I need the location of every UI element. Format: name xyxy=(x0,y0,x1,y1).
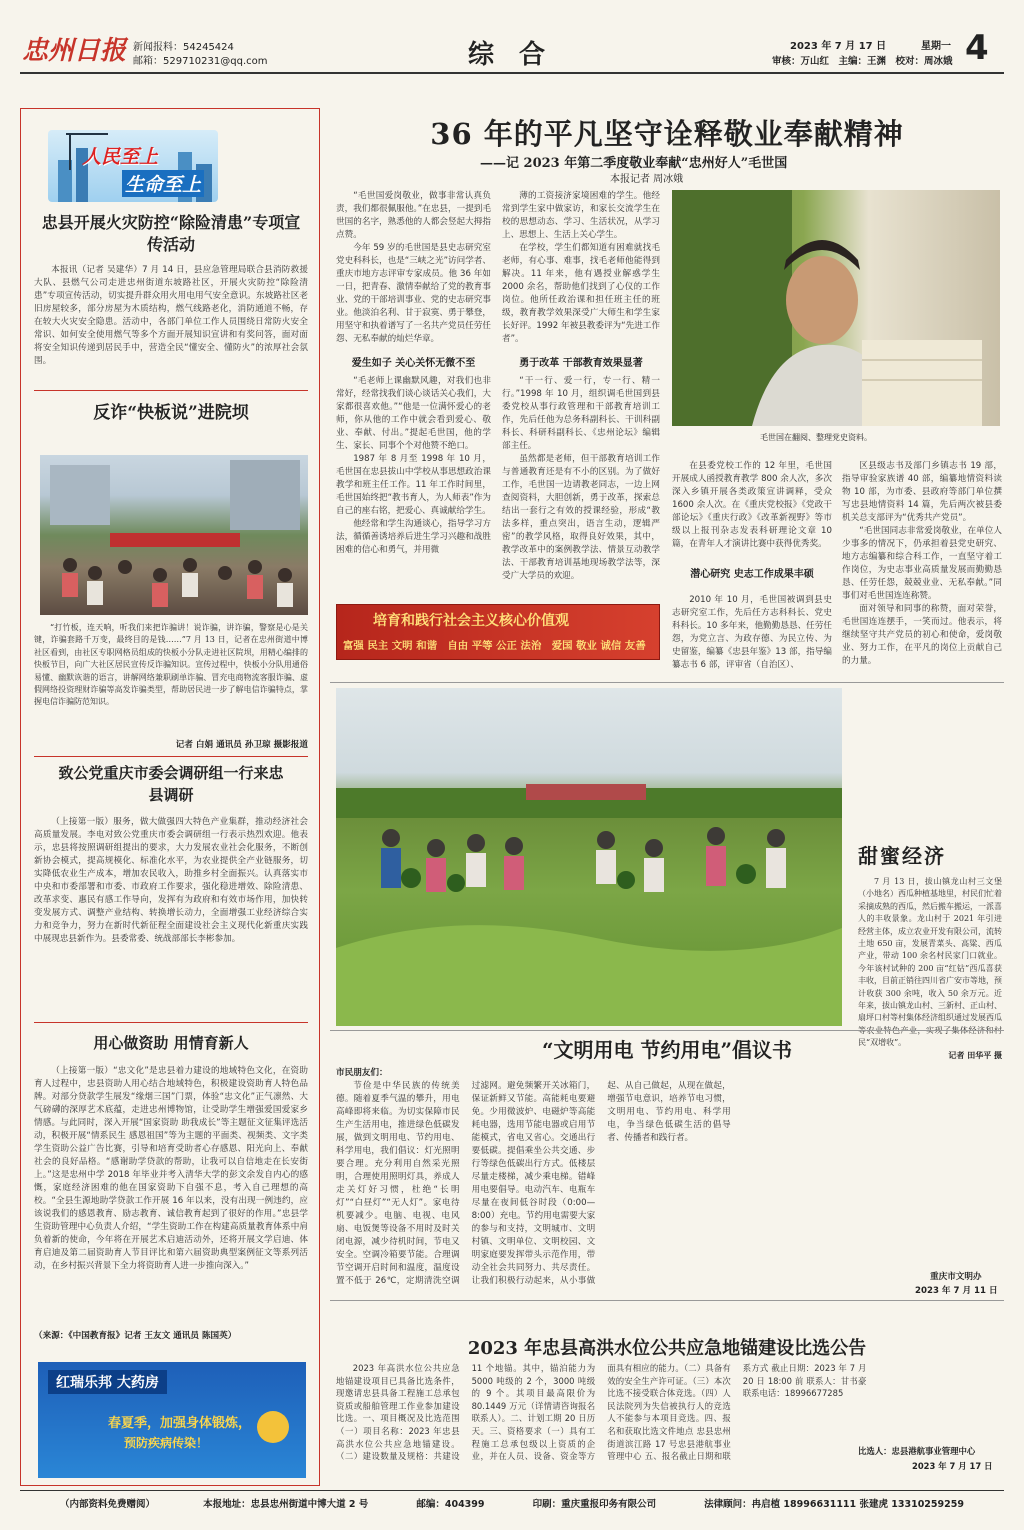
editors-line: 审核：万山红 主编：王渊 校对：周冰娥 xyxy=(772,56,953,67)
pharmacy-ad xyxy=(38,1362,306,1478)
feature-col-2 xyxy=(502,190,660,602)
footer-postcode: 邮编：404399 xyxy=(416,1499,485,1510)
footer-free: （内部资料免费赠阅） xyxy=(60,1499,156,1510)
page-number: 4 xyxy=(965,28,989,68)
article-title: 反诈“快板说”进院坝 xyxy=(93,403,249,423)
section-title: 综 合 xyxy=(468,40,554,70)
proposal-title: “文明用电 节约用电”倡议书 xyxy=(542,1038,792,1062)
watermelon-photo xyxy=(336,688,842,1026)
subheading: 爱生如子 关心关怀无微不至 xyxy=(351,358,476,369)
contact-email: 邮箱：529710231@qq.com xyxy=(133,56,268,67)
divider xyxy=(330,1030,1004,1031)
feature-byline: 本报记者 周冰娥 xyxy=(610,174,684,185)
article-title: 用心做资助 用情育新人 xyxy=(93,1034,249,1052)
ad-slogan-2: 预防疾病传染！ xyxy=(124,1436,209,1450)
feature-subtitle: ——记 2023 年第二季度敬业奉献“忠州好人”毛世国 xyxy=(480,156,788,171)
paragraph: 在县委党校工作的 12 年里，毛世国开展成人函授教育教学 800 余人次，多次深入乡镇开展各类政策宣讲调释，受众 1600 余人次。在《重庆党校报》《党政干部论坛》《重庆行政》《改革新视野》等市级以上报刊杂志发表科研理论文章 10 篇，在青年人才演讲比赛中获得优秀奖。 xyxy=(672,461,832,549)
feature-photo xyxy=(672,190,1000,426)
proposal-date: 2023 年 7 月 11 日 xyxy=(915,1286,998,1296)
issue-weekday: 星期一 xyxy=(921,41,951,52)
article-body: 2023 年高洪水位公共应急地锚建设项目已具备比选条件，现邀请忠县具备工程施工总承包资质或船舶管理工作业参加建设比选。一、项目概况及比选范围（一）项目名称：2023 年忠县高洪水位公共应急地锚建设。（二）建设数量及规格：共建设 11 个地锚。其中，锚泊能力为 5000 吨级的 2 个，3000 吨级的 9 个。其项目最高限价为 80.1449 万元（详情请咨询报名联系人）。二、计划工期 20 日历天。三、资格要求（一）具有工程施工总承包级以上资质的企业，并在人员、设备、资金等方面具有相应的能力。（二）具备有效的安全生产许可证。（三）本次比选不接受联合体竞选。（四）人民法院列为失信被执行人的竞选人不能参与本项目竞选。四、报名和获取比选文件地点 忠县忠州街道滨江路 17 号忠县港航事业管理中心 五、报名截止日期和联系方式 截止日期：2023 年 7 月 20 日 18:00 前 联系人：甘书豪 联系电话：18996677285 xyxy=(336,1363,867,1462)
article-body: （上接第一版）服务，做大做强四大特色产业集群，推动经济社会高质量发展。李电对致公党重庆市委会调研组一行表示热烈欢迎。他表示，忠县将按照调研组提出的要求，大力发展农业社会化服务，不断创新协会模式，提高规模化、标准化水平，为农业提供全产业链服务，切实降低农业生产成本，增加农民收入，助推乡村全面振兴。认真落实市中央和市委部署和市委、市政府工作要求，强化稳进增效、除险清患、改革求变、惠民有感工作导向，发挥有为政府和有效市场作用，加快转变发展方式、调整产业结构、转换增长动力，全面增强工业经济综合实力和竞争力，努力在新时代新征程全面建设社会主义现代化新重庆实践中展现忠县新作为。县委常委、统战部部长李彬参加。 xyxy=(34,817,308,944)
banner-line1: 人民至上 xyxy=(82,146,159,168)
footer-legal: 法律顾问：冉启植 18996631111 张建虎 13310259259 xyxy=(704,1499,964,1510)
proposal-greeting: 市民朋友们： xyxy=(336,1068,388,1078)
article-credit: （来源：《中国教育报》记者 王友文 通讯员 陈国英） xyxy=(34,1331,237,1341)
footer-bar xyxy=(20,1496,1004,1510)
article-title: 忠县开展火灾防控“除险清患”专项宣传活动 xyxy=(41,213,301,254)
core-values-banner xyxy=(336,604,660,660)
footer-address: 本报地址：忠县忠州街道中博大道 2 号 xyxy=(203,1499,369,1510)
paragraph: 1987 年 8 月至 1998 年 10 月，毛世国在忠县拔山中学校从事思想政治课教学和班主任工作。11 年工作时间里，毛世国始终把“教书育人，为人师表”作为自己的座右铭，把爱心、真诚献给学生。 xyxy=(336,454,491,516)
banner-line2: 生命至上 xyxy=(122,170,204,197)
paragraph: “毛老师上课幽默风趣，对我们也非常好，经常找我们谈心谈话关心我们，大家都很喜欢他。”“他是一位满怀爱心的老师，你从他的工作中就会看到爱心、敬业、奉献、付出。”提起毛世国，他的学生、家长、同事个个对他赞不绝口。 xyxy=(336,376,491,451)
subheading: 勇于改革 干部教育效果显著 xyxy=(519,358,643,369)
article-education-aid xyxy=(34,1032,308,1341)
anti-fraud-caption-block xyxy=(34,622,308,750)
feature-photo-caption: 毛世国在翻阅、整理党史资料。 xyxy=(760,433,872,442)
paragraph: 今年 59 岁的毛世国是县史志研究室党史科科长，也是“三峡之光”访问学者、重庆市地方志评审专家成员。他 36 年如一日，把青春、激情奉献给了党的教育事业、党的干部培训事业、党的史志研究事业。他淡泊名利、甘于寂寞、勇于攀登，用坚守和执着谱写了一名共产党员任劳任怨、无私奉献的灿烂华章。 xyxy=(336,243,491,344)
proposal-sign: 重庆市文明办 xyxy=(930,1272,982,1282)
paragraph: 他经常和学生沟通谈心，指导学习方法，循循善诱培养后进生学习兴趣和战胜困难的信心和勇气，并用微 xyxy=(336,519,491,555)
sweet-economy-title: 甜蜜经济 xyxy=(858,844,946,868)
values-title: 培育和践行社会主义核心价值观 xyxy=(373,613,569,629)
article-anti-fraud xyxy=(34,398,308,423)
article-body: 本报讯（记者 吴建华）7 月 14 日，县应急管理局联合县消防救援大队、县燃气公司走进忠州街道东坡路社区，开展火灾防控“除险清患”专项宣传活动，切实提升群众用火用电用气安全意识。东坡路社区老旧房屋较多，部分房屋为木质结构，燃气线路老化，消防通道不畅，存在较大火灾安全隐患。活动中，各部门单位工作人员围绕日常防火安全常识、如何安全使用燃气等多个方面开展知识宣讲和有奖问答，面对面将安全知识传递到居民手中，营造全民“懂安全、懂防火”的浓厚社会氛围。 xyxy=(34,265,308,366)
notice-date: 2023 年 7 月 17 日 xyxy=(912,1461,993,1471)
divider xyxy=(330,682,1004,683)
feature-col-1 xyxy=(336,190,491,602)
paragraph: 2010 年 10 月，毛世国被调到县史志研究室工作，先后任方志科科长、党史科科长。10 多年来，他勤勤恳恳、任劳任怨，为党立言、为政存德、为民立传、为史留鉴，编纂《忠县年鉴》13 部，指导编纂志书 6 部，评审省（自治区）、 xyxy=(672,595,832,670)
paragraph: “干一行、爱一行，专一行、精一行。”1998 年 10 月，组织调毛世国到县委党校从事行政管理和干部教育培训工作，先后任他为总务科副科长、干训科副科长、科研科副科长、《忠州论坛》编辑部主任。 xyxy=(502,376,660,451)
article-body: 7 月 13 日，拔山镇龙山村三文堡（小地名）西瓜种植基地里，村民们忙着采摘成熟的西瓜，然后搬车搬运，一派喜人的丰收景象。龙山村于 2021 年引进经营主体，成立农业开发有限公司，流转土地 650 亩，发展青菜头、高粱、西瓜产业，带动 100 余名村民家门口就业。今年该村试种的 200 亩“红钻”西瓜喜获丰收，目前正销往四川省广安市等地，预计收获 300 余吨，收入 50 余万元。近年来，拔山镇龙山村、三新村、正山村、扇坪口村等村集体经济组织通过发展西瓜 民“双增收”。 xyxy=(858,877,1002,1048)
anti-fraud-photo xyxy=(40,455,308,615)
sun-icon xyxy=(248,1402,298,1472)
divider xyxy=(34,390,308,391)
article-body: 节俭是中华民族的传统美德。随着夏季气温的攀升，用电高峰即将来临。为切实保障市民生产生活用电，推进绿色低碳发展，做到文明用电、节约用电、科学用电，我们倡议：灯光照明要合理。充分利用自然采光照明，合理使用照明灯具，养成人走关灯好习惯，杜绝“长明灯”“白昼灯”“无人灯”。家电待机要减少。电脑、电视、电风扇、电饭煲等设备不用时及时关闭电源，减少待机时间，节电又安全。空调冷箱要节能。合理调节空调开启时间和温度，温度设置不低于 26℃，定期清洗空调过滤网。避免频繁开关冰箱门，保证新鲜又节能。高能耗电要避免。少用微波炉、电磁炉等高能耗电器，选用节能电器或启用节能模式，省电又省心。交通出行要低碳。提倡乘坐公共交通、步行等绿色低碳出行方式。低楼层尽量走楼梯，减少乘电梯。错峰用电要倡导。电动汽车、电瓶车尽量在夜间低谷时段（0:00—8:00）充电。节约用电需要大家的参与和支持，文明城市、文明村镇、文明单位、文明校园、文明家庭要发挥带头示范作用，带动全社会共同努力、共尽责任。让我们积极行动起来，从小事做起、从自己做起，从现在做起，增强节电意识，培养节电习惯，文明用电、节约用电、科学用电，争当绿色低碳生活的倡导者、传播者和践行者。 xyxy=(336,1081,731,1286)
paragraph: “毛世国同志非常爱岗敬业，在单位人少事多的情况下，仍承担着县党史研究、地方志编纂和综合科工作，一直坚守着工作岗位，为史志事业高质量发展而勤勤恳恳、任劳任怨，兢兢业业、无私奉献。”同事们对毛世国连连称赞。 xyxy=(842,526,1002,601)
header-rule xyxy=(20,72,1004,74)
article-fire-safety xyxy=(34,212,308,391)
feature-title: 36 年的平凡坚守诠释敬业奉献精神 xyxy=(430,117,904,151)
paragraph: 虽然都是老师，但干部教育培训工作与普通教育还是有不小的区别。为了做好工作，毛世国一边请教老同志，一边上网查阅资料，大胆创新，勇于改革，探索总结出一套行之有效的授课经验，形成“教法多样，重点突出，语言生动，逻辑严密”的教学风格，取得良好效果，其中，教学改革中的案例教学法、情景互动教学法、干部教育培训基地现场教学法等，深受广大学员的欢迎。 xyxy=(502,454,660,581)
feature-col-4 xyxy=(842,460,1002,674)
notice-signer: 比选人：忠县港航事业管理中心 xyxy=(858,1446,976,1456)
paragraph: 在学校，学生们都知道有困难就找毛老师，有心事、难事，找毛老师他能得到解决。11 年来，他有遇授业解惑学生 2000 余名，帮助他们找到了心仪的工作岗位。他所任政治课和担任班主任的班级，教育教学效果深受广大师生和学生家长好评。1992 年被县教委评为“先进工作者”。 xyxy=(502,243,660,344)
paragraph: 薄的工资接济家境困难的学生。他经常到学生家中做家访，和家长交流学生在校的思想动态、学习、生活状况，从学习上、思想上、生活上关心学生。 xyxy=(502,191,660,240)
article-body: （上接第一版）“忠文化”是忠县着力建设的地域特色文化，在资助育人过程中，忠县资助人用心结合地域特色，积极建设资助育人特色品牌。对部分贷款学生展发“缘烟三国”门票，体验“忠文化”正气凛然、大气磅礴的深厚艺术底蕴，走进忠州博物馆，让受助学生增强爱国爱家乡情感。与此同时，深入开展“国家资助 助我成长”等主题征文征集评选活动，积极开展“情系民生 感恩祖国”等为主题的平面类、视频类、文字类学生资助公益广告比赛，引导和培育受助者心存感恩、阳光向上、奉献社会的良好品格。“感谢助学贷款的帮助，让我可以自信地走在长安街上。”这是忠州中学 2018 年毕业并考入清华大学的彭文余发自内心的感慨，家庭经济困难的他在国家资助下自强不息，考入自己理想的高校。“全县生源地助学贷款工作开展 16 年以来，没有出现一例违约，应该说我们的感恩教育、励志教育、诚信教育起到了很好的作用。”忠县学生资助管理中心负责人介绍，“学生资助工作在构建高质量教育体系中肩负着新的使命，今年将在开展艺术启迪活动外，还将开展文学启迪、体育启迪及第二届资助育人节目评比和第六届资助典型案例征文等系列活动，在乡村振兴背景下全力将资助育人进一步推向深入。” xyxy=(34,1066,308,1271)
feature-col-3 xyxy=(672,460,832,674)
subheading: 潜心研究 史志工作成果丰硕 xyxy=(690,569,814,580)
divider xyxy=(34,756,308,757)
paragraph: 面对领导和同事的称赞，面对荣誉，毛世国连连摆手，一笑而过。他表示，将继续坚守共产党员的初心和使命，爱岗敬业、努力工作，在平凡的岗位上贡献自己的力量。 xyxy=(842,604,1002,666)
masthead-logo: 忠州日报 xyxy=(22,36,127,66)
ad-slogan-1: 春夏季，加强身体锻炼， xyxy=(108,1416,252,1431)
divider xyxy=(34,1022,308,1023)
article-party-visit xyxy=(34,762,308,996)
footer-printer: 印刷：重庆重报印务有限公司 xyxy=(532,1499,657,1510)
footer-rule xyxy=(20,1490,1004,1491)
paragraph: “毛世国爱岗敬业，做事非常认真负责，我们都很佩服他。”在忠县，一提到毛世国的名字，熟悉他的人都会竖起大拇指点赞。 xyxy=(336,191,491,240)
divider xyxy=(330,1300,1004,1301)
values-line: 富强 民主 文明 和谐 自由 平等 公正 法治 爱国 敬业 诚信 友善 xyxy=(343,640,646,652)
photo-credit: 记者 田华平 摄 xyxy=(948,1051,1002,1060)
notice-title: 2023 年忠县高洪水位公共应急地锚建设比选公告 xyxy=(467,1338,867,1359)
ad-brand: 红瑞乐邦 大药房 xyxy=(48,1370,167,1394)
photo-caption: “打竹板，连天响，听我们来把诈骗讲！说诈骗，讲诈骗，警察是心是关键，诈骗套路千万变，最终目的是钱……”7 月 13 日，记者在忠州街道中博社区看到，由社区专职网格员组成的快板小分队走进社区院坝，用精心编排的快板节目，向广大社区居民宣传反诈骗知识。宣传过程中，快板小分队用通俗易懂、幽默诙谐的语言，讲解网络兼职刷单诈骗、冒充电商物流客服诈骗、虚假网络投资理财诈骗等高发诈骗类型，帮助居民进一步了解电信诈骗特点，掌握电信诈骗防范知识。 xyxy=(34,623,308,707)
issue-date: 2023 年 7 月 17 日 xyxy=(790,41,887,52)
paragraph: 区县级志书及部门乡镇志书 19 部，指导审验家族谱 40 部，编纂地情资料读物 10 部，为市委、县政府等部门单位撰写忠县地情资料 14 篇，先后两次被县委机关总支部评为“优秀共产党员”。 xyxy=(842,461,1002,523)
photo-credit: 记者 白娟 通讯员 孙卫琼 摄影报道 xyxy=(175,740,308,750)
proposal-body xyxy=(336,1080,1002,1300)
contact-phone: 新闻报料：54245424 xyxy=(133,42,234,53)
safety-banner xyxy=(48,130,218,202)
article-title: 致公党重庆市委会调研组一行来忠县调研 xyxy=(58,764,284,804)
